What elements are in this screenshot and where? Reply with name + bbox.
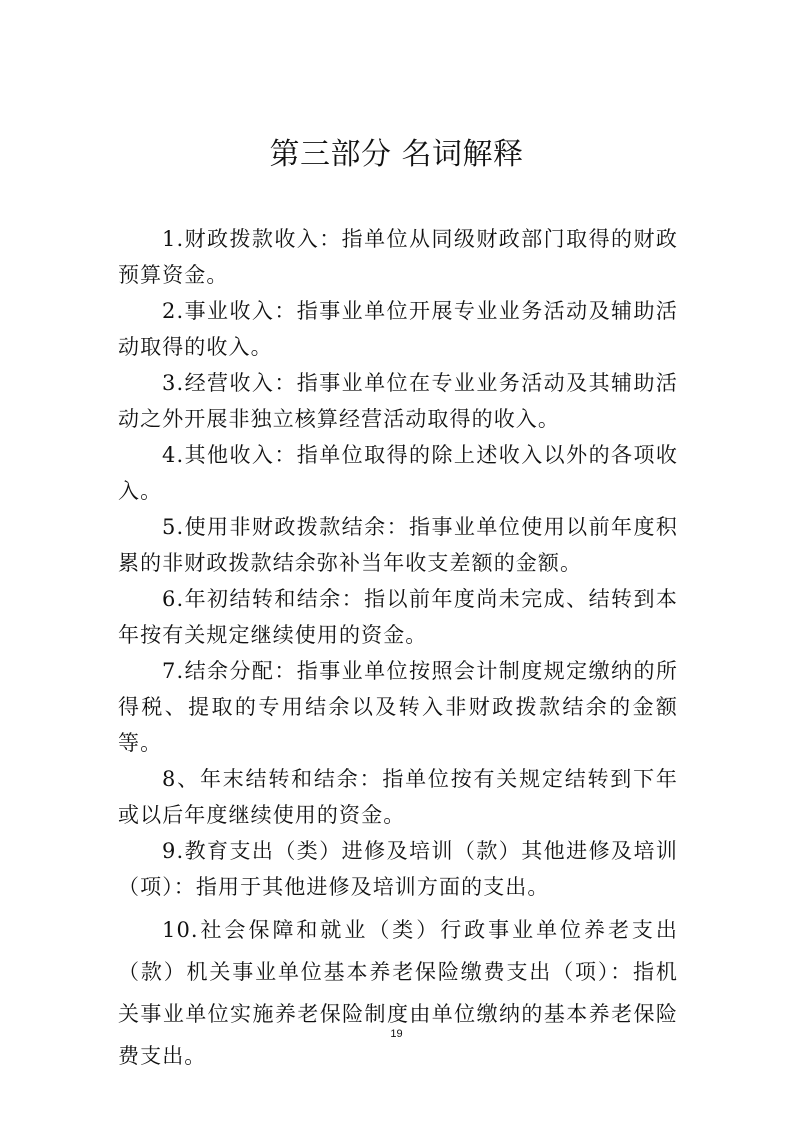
definition-paragraph: 4.其他收入：指单位取得的除上述收入以外的各项收入。 (118, 443, 678, 503)
page-number: 19 (390, 1028, 403, 1040)
definition-paragraph: 9.教育支出（类）进修及培训（款）其他进修及培训（项）：指用于其他进修及培训方面的支出。 (118, 839, 678, 899)
definition-paragraph: 6.年初结转和结余：指以前年度尚未完成、结转到本年按有关规定继续使用的资金。 (118, 587, 678, 647)
definition-paragraph: 5.使用非财政拨款结余：指事业单位使用以前年度积累的非财政拨款结余弥补当年收支差额的金额。 (118, 515, 678, 575)
definition-paragraph: 2.事业收入：指事业单位开展专业业务活动及辅助活动取得的收入。 (118, 299, 678, 359)
definition-paragraph: 3.经营收入：指事业单位在专业业务活动及其辅助活动之外开展非独立核算经营活动取得的收入。 (118, 371, 678, 431)
definition-paragraph: 1.财政拨款收入：指单位从同级财政部门取得的财政预算资金。 (118, 227, 678, 287)
page-title: 第三部分 名词解释 (269, 137, 524, 172)
definition-paragraph: 8、年末结转和结余：指单位按有关规定结转到下年或以后年度继续使用的资金。 (118, 767, 678, 827)
definition-paragraph: 10.社会保障和就业（类）行政事业单位养老支出（款）机关事业单位基本养老保险缴费支出（项）：指机关事业单位实施养老保险制度由单位缴纳的基本养老保险费支出。 (118, 918, 678, 1068)
definitions-body (118, 221, 678, 1077)
definition-paragraph: 7.结余分配：指事业单位按照会计制度规定缴纳的所得税、提取的专用结余以及转入非财政拨款结余的金额等。 (118, 659, 678, 755)
